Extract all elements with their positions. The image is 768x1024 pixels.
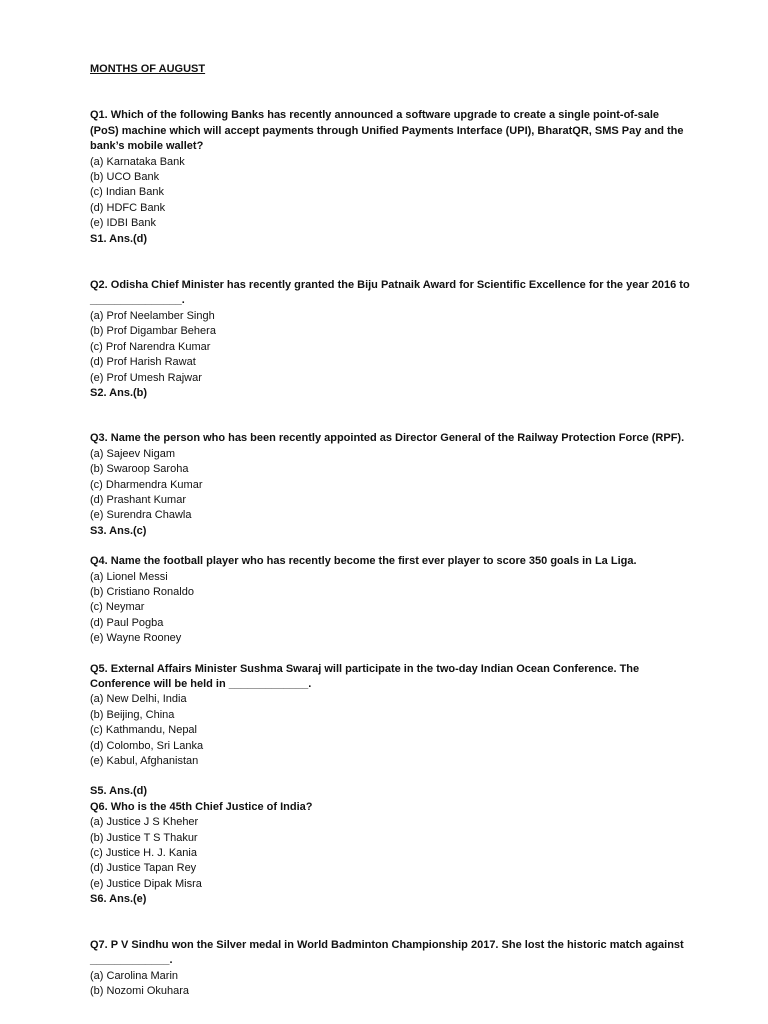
answer-text: S2. Ans.(b): [90, 386, 148, 399]
option-b: (b) Cristiano Ronaldo: [90, 585, 194, 598]
question-text: Q6. Who is the 45th Chief Justice of India?: [90, 800, 313, 813]
option-d: (d) Prashant Kumar: [90, 493, 186, 506]
option-b: (b) Justice T S Thakur: [90, 831, 198, 844]
option-c: (c) Neymar: [90, 601, 145, 614]
answer-text: S1. Ans.(d): [90, 232, 148, 245]
option-c: (c) Indian Bank: [90, 186, 164, 199]
question-block-1: [90, 108, 690, 247]
option-a: (a) Karnataka Bank: [90, 155, 185, 168]
question-text: Q1. Which of the following Banks has recently announced a software upgrade to create a single point-of-sale (PoS) machine which will accept payments through Unified Payments Interface (UPI), BharatQR, SMS Pay and the bank’s mobile wallet?: [90, 109, 684, 153]
option-b: (b) Swaroop Saroha: [90, 463, 189, 476]
option-d: (d) Justice Tapan Rey: [90, 862, 197, 875]
option-a: (a) Justice J S Kheher: [90, 816, 199, 829]
document-page: [90, 62, 690, 999]
question-block-2: [90, 278, 690, 401]
question-text: Q2. Odisha Chief Minister has recently granted the Biju Patnaik Award for Scientific Excellence for the year 2016 to _______________.: [90, 279, 690, 307]
question-block-7: [90, 938, 690, 1000]
option-d: (d) Colombo, Sri Lanka: [90, 739, 204, 752]
option-c: (c) Kathmandu, Nepal: [90, 724, 197, 737]
question-text: Q4. Name the football player who has recently become the first ever player to score 350 goals in La Liga.: [90, 555, 637, 568]
question-block-4: [90, 554, 690, 646]
answer-text: S5. Ans.(d): [90, 785, 148, 798]
option-c: (c) Justice H. J. Kania: [90, 847, 197, 860]
answer-text: S6. Ans.(e): [90, 893, 147, 906]
option-d: (d) Prof Harish Rawat: [90, 356, 196, 369]
question-block-5: [90, 662, 690, 800]
option-a: (a) Lionel Messi: [90, 570, 168, 583]
document-title: MONTHS OF AUGUST: [90, 63, 206, 75]
option-e: (e) Prof Umesh Rajwar: [90, 371, 202, 384]
option-e: (e) IDBI Bank: [90, 217, 157, 230]
option-c: (c) Dharmendra Kumar: [90, 478, 203, 491]
option-c: (c) Prof Narendra Kumar: [90, 340, 211, 353]
option-b: (b) Prof Digambar Behera: [90, 325, 216, 338]
question-text: Q5. External Affairs Minister Sushma Swaraj will participate in the two-day Indian Ocean Conference. The Conference will be held in _____________.: [90, 662, 640, 690]
option-b: (b) UCO Bank: [90, 171, 160, 184]
option-e: (e) Kabul, Afghanistan: [90, 755, 199, 768]
option-e: (e) Justice Dipak Misra: [90, 877, 202, 890]
option-a: (a) Sajeev Nigam: [90, 447, 175, 460]
option-e: (e) Surendra Chawla: [90, 509, 192, 522]
question-text: Q3. Name the person who has been recently appointed as Director General of the Railway Protection Force (RPF).: [90, 432, 685, 445]
option-d: (d) HDFC Bank: [90, 201, 166, 214]
option-a: (a) Carolina Marin: [90, 969, 179, 982]
option-b: (b) Nozomi Okuhara: [90, 984, 190, 997]
question-text: Q7. P V Sindhu won the Silver medal in World Badminton Championship 2017. She lost the historic match against _____________.: [90, 938, 684, 967]
question-block-6: [90, 800, 690, 908]
answer-text: S3. Ans.(c): [90, 524, 147, 537]
option-e: (e) Wayne Rooney: [90, 632, 182, 645]
option-b: (b) Beijing, China: [90, 708, 175, 721]
option-a: (a) New Delhi, India: [90, 693, 187, 706]
option-d: (d) Paul Pogba: [90, 616, 164, 629]
question-block-3: [90, 431, 690, 539]
option-a: (a) Prof Neelamber Singh: [90, 309, 215, 322]
